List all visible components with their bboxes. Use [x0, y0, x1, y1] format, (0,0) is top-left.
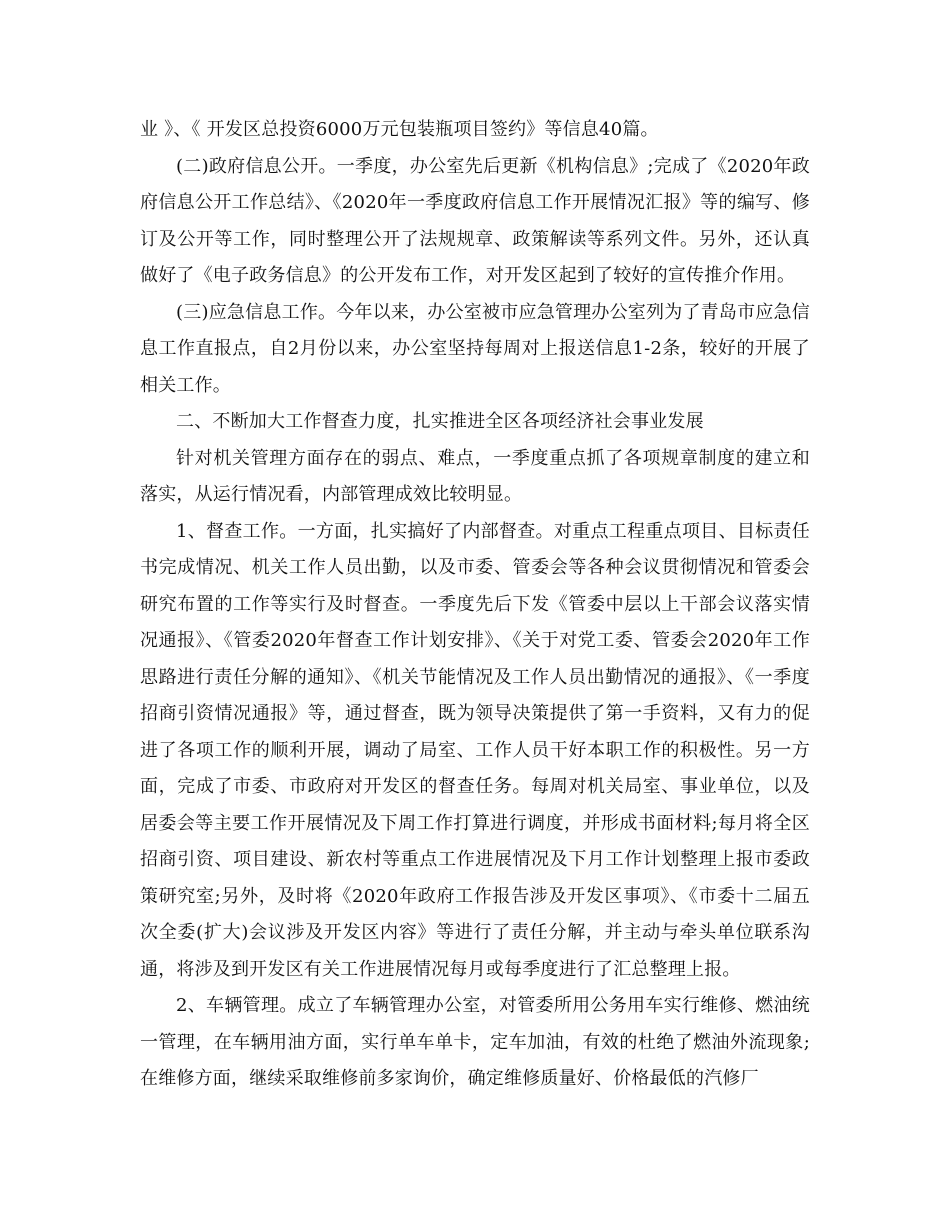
paragraph-3: (三)应急信息工作。今年以来，办公室被市应急管理办公室列为了青岛市应急信息工作直报点，自2月份以来，办公室坚持每周对上报送信息1-2条，较好的开展了相关工作。 — [140, 301, 810, 396]
paragraph-4: 针对机关管理方面存在的弱点、难点，一季度重点抓了各项规章制度的建立和落实，从运行情况看，内部管理成效比较明显。 — [140, 447, 810, 505]
document-body — [140, 112, 810, 1098]
paragraph-2: (二)政府信息公开。一季度，办公室先后更新《机构信息》;完成了《2020年政府信息公开工作总结》、《2020年一季度政府信息工作开展情况汇报》等的编写、修订及公开等工作，同时整理公开了法规规章、政策解读等系列文件。另外，还认真做好了《电子政务信息》的公开发布工作，对开发区起到了较好的宣传推介作用。 — [140, 155, 810, 286]
paragraph-6: 2、车辆管理。成立了车辆管理办公室，对管委所用公务用车实行维修、燃油统一管理，在车辆用油方面，实行单车单卡，定车加油，有效的杜绝了燃油外流现象;在维修方面，继续采取维修前多家询价，确定维修质量好、价格最低的汽修厂 — [140, 995, 810, 1089]
paragraph-1: 业 》、《 开发区总投资6000万元包装瓶项目签约》等信息40篇。 — [140, 119, 659, 140]
section-heading: 二、不断加大工作督查力度，扎实推进全区各项经济社会事业发展 — [176, 411, 704, 432]
paragraph-5: 1、督查工作。一方面，扎实搞好了内部督查。对重点工程重点项目、目标责任书完成情况、机关工作人员出勤，以及市委、管委会等各种会议贯彻情况和管委会研究布置的工作等实行及时督查。一季度先后下发《管委中层以上干部会议落实情况通报》、《管委2020年督查工作计划安排》、《关于对党工委、管委会2020年工作思路进行责任分解的通知》、《机关节能情况及工作人员出勤情况的通报》、《一季度招商引资情况通报》等，通过督查，既为领导决策提供了第一手资料，又有力的促进了各项工作的顺利开展，调动了局室、工作人员干好本职工作的积极性。另一方面，完成了市委、市政府对开发区的督查任务。每周对机关局室、事业单位，以及居委会等主要工作开展情况及下周工作打算进行调度，并形成书面材料;每月将全区招商引资、项目建设、新农村等重点工作进展情况及下月工作计划整理上报市委政策研究室;另外，及时将《2020年政府工作报告涉及开发区事项》、《市委十二届五次全委(扩大)会议涉及开发区内容》等进行了责任分解，并主动与牵头单位联系沟通，将涉及到开发区有关工作进展情况每月或每季度进行了汇总整理上报。 — [140, 520, 810, 980]
